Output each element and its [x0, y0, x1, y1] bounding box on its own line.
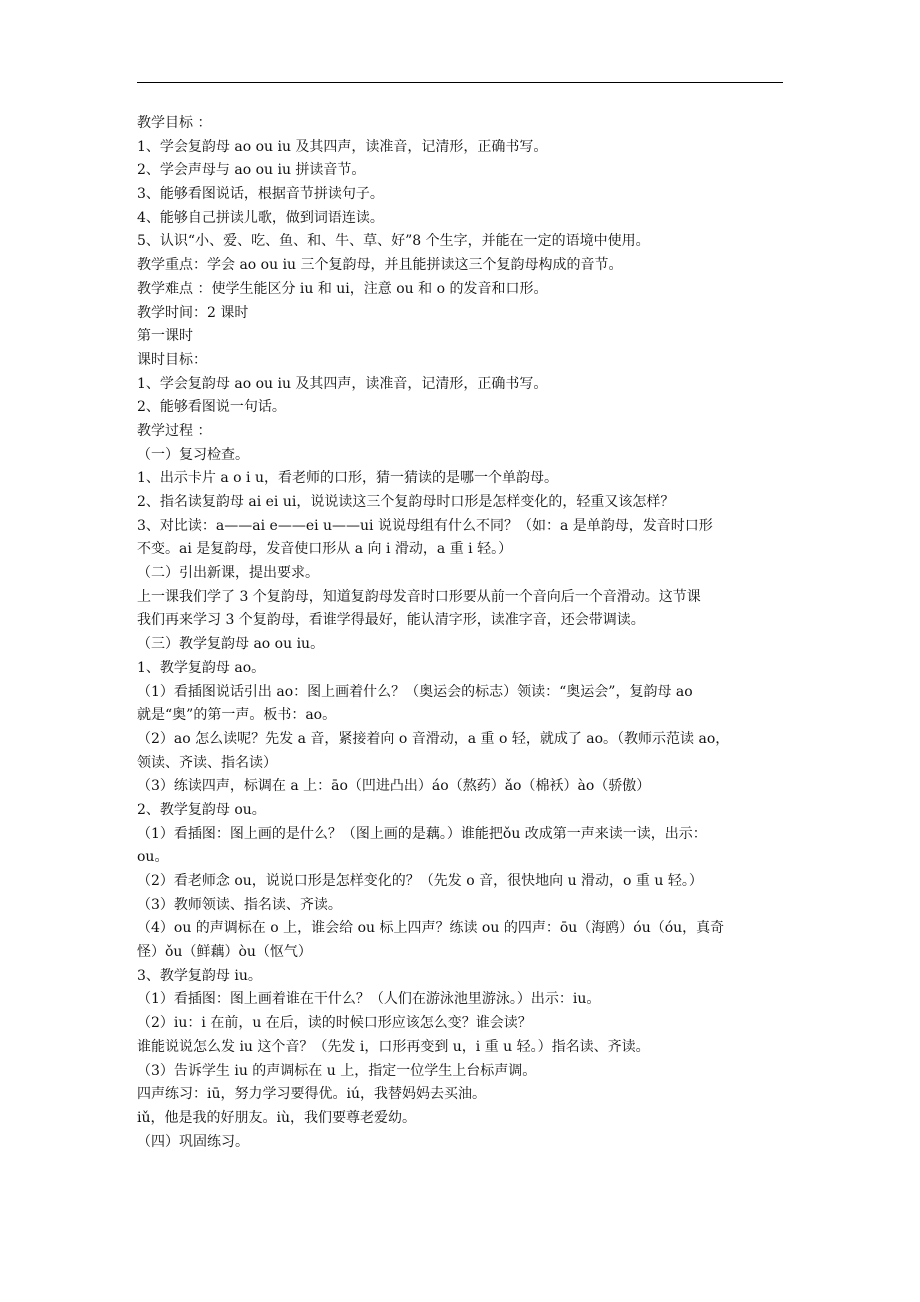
- text-line: 课时目标：: [137, 351, 207, 368]
- text-line: 谁能说说怎么发 iu 这个音？（先发 i，口形再变到 u，i 重 u 轻。）指名读、齐读。: [137, 1038, 650, 1055]
- text-line: 我们再来学习 3 个复韵母，看谁学得最好，能认清字形，读准字音，还会带调读。: [137, 612, 645, 629]
- text-line: 教学目标 ：: [137, 115, 212, 131]
- text-line: iǔ，他是我的好朋友。iù，我们要尊老爱幼。: [137, 1109, 416, 1126]
- text-line: （三）教学复韵母 ao ou iu。: [137, 636, 325, 653]
- text-line: 领读、齐读、指名读）: [137, 754, 277, 771]
- text-line: 1、教学复韵母 ao。: [137, 659, 266, 676]
- text-line: （3）告诉学生 iu 的声调标在 u 上，指定一位学生上台标声调。: [137, 1062, 537, 1079]
- text-line: 教学重点：学会 ao ou iu 三个复韵母，并且能拼读这三个复韵母构成的音节。: [137, 257, 623, 274]
- text-line: 2、能够看图说一句话。: [137, 399, 286, 416]
- text-line: ou。: [137, 849, 169, 866]
- text-line: （1）看插图：图上画的是什么？（图上画的是藕。）谁能把ǒu 改成第一声来读一读，出示：: [137, 825, 707, 842]
- document-body: [137, 112, 787, 1154]
- header-rule: [137, 82, 783, 83]
- text-line: 教学过程 ：: [137, 422, 212, 439]
- text-line: 不变。ai 是复韵母，发音使口形从 a 向 i 滑动，a 重 i 轻。）: [137, 541, 513, 558]
- text-line: （一）复习检查。: [137, 446, 249, 463]
- text-line: （1）看插图：图上画着谁在干什么？（人们在游泳池里游泳。）出示：iu。: [137, 991, 601, 1008]
- text-line: 2、学会声母与 ao ou iu 拼读音节。: [137, 162, 366, 179]
- text-line: 2、指名读复韵母 ai ei ui，说说读这三个复韵母时口形是怎样变化的，轻重又该怎样？: [137, 494, 675, 510]
- text-line: 四声练习：iū，努力学习要得优。iú，我替妈妈去买油。: [137, 1086, 486, 1103]
- text-line: 3、对比读：a——ai e——ei u——ui 说说母组有什么不同？（如：a 是单韵母，发音时口形: [137, 517, 713, 534]
- text-line: 1、出示卡片 a o i u，看老师的口形，猜一猜读的是哪一个单韵母。: [137, 470, 558, 487]
- text-line: 3、能够看图说话，根据音节拼读句子。: [137, 186, 384, 203]
- text-line: （二）引出新课，提出要求。: [137, 565, 319, 582]
- text-line: （2）ao 怎么读呢？先发 a 音，紧接着向 o 音滑动，a 重 o 轻，就成了 ao。（教师示范读 ao，: [137, 730, 730, 747]
- text-line: 上一课我们学了 3 个复韵母，知道复韵母发音时口形要从前一个音向后一个音滑动。这节课: [137, 588, 701, 605]
- text-line: 怪）ǒu（鲜藕）òu（怄气）: [137, 944, 312, 961]
- text-line: 3、教学复韵母 iu。: [137, 967, 262, 984]
- text-line: 就是“奥”的第一声。板书：ao。: [137, 707, 337, 724]
- text-line: （2）iu：i 在前，u 在后，读的时候口形应该怎么变？谁会读？: [137, 1015, 532, 1032]
- text-line: 第一课时: [137, 328, 193, 345]
- text-line: 4、能够自己拼读儿歌，做到词语连读。: [137, 209, 384, 226]
- text-line: 1、学会复韵母 ao ou iu 及其四声，读准音，记清形，正确书写。: [137, 375, 548, 392]
- text-line: （1）看插图说话引出 ao：图上画着什么？（奥运会的标志）领读：“奥运会”，复韵母 ao: [137, 683, 693, 700]
- text-line: 教学难点 ：使学生能区分 iu 和 ui，注意 ou 和 o 的发音和口形。: [137, 280, 548, 297]
- text-line: 1、学会复韵母 ao ou iu 及其四声，读准音，记清形，正确书写。: [137, 138, 548, 155]
- text-line: （2）看老师念 ou，说说口形是怎样变化的？（先发 o 音，很快地向 u 滑动，o 重 u 轻。）: [137, 873, 703, 889]
- text-line: （3）教师领读、指名读、齐读。: [137, 896, 342, 913]
- text-line: （四）巩固练习。: [137, 1133, 249, 1150]
- text-line: （4）ou 的声调标在 o 上，谁会给 ou 标上四声？练读 ou 的四声：ōu（海鸥）óu（óu，真奇: [137, 920, 725, 937]
- text-line: （3）练读四声，标调在 a 上：āo（凹进凸出）áo（熬药）ǎo（棉袄）ào（骄傲）: [137, 778, 651, 795]
- text-line: 教学时间：2 课时: [137, 304, 249, 321]
- text-line: 5、认识“小、爱、吃、鱼、和、牛、草、好”8 个生字，并能在一定的语境中使用。: [137, 233, 650, 250]
- text-line: 2、教学复韵母 ou。: [137, 801, 266, 818]
